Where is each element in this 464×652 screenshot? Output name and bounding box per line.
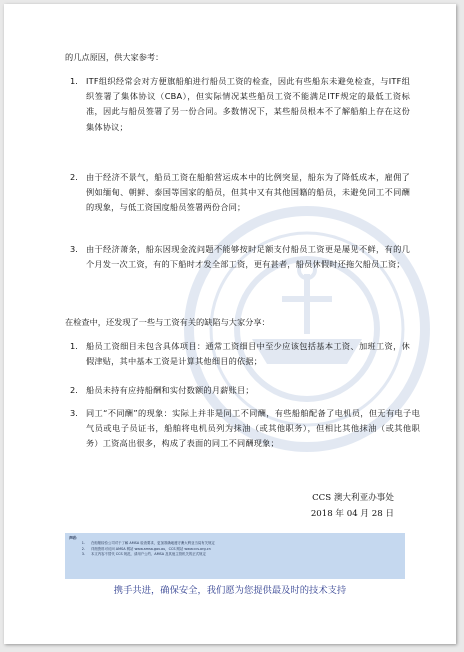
- disclaimer-number: 1.: [81, 541, 85, 546]
- disclaimer-text: 详细资料可访问 AMSA 网站 www.amsa.gov.au，CCS 网站 www.ccs.org.cn: [91, 546, 211, 551]
- disclaimer-box: [65, 533, 405, 579]
- reason-item-2: [70, 170, 410, 216]
- finding-number: 2.: [70, 385, 78, 395]
- disclaimer-item: [65, 552, 405, 557]
- disclaimer-number: 2.: [81, 546, 85, 551]
- finding-number: 1.: [70, 341, 78, 351]
- signature-office: CCS 澳大利亚办事处: [312, 493, 394, 503]
- reason-item-3: [70, 242, 410, 272]
- footer-slogan: 携手共进，确保安全，我们愿为您提供最及时的技术支持: [113, 585, 347, 596]
- finding-number: 3.: [70, 408, 78, 418]
- findings-intro: 在检查中，还发现了一些与工资有关的缺陷与大家分享：: [65, 317, 270, 327]
- finding-text: 船员工资细目未包含具体项目：通常工资细目中至少应该包括基本工资、加班工资，休假津贴，其中基本工资是计算其他细目的依据；: [86, 341, 410, 367]
- signature-date: 2018 年 04 月 28 日: [310, 509, 394, 519]
- finding-item-3: [70, 406, 420, 452]
- finding-item-2: [70, 383, 410, 398]
- reason-text: ITF组织经常会对方便旗船舶进行船员工资的检查，因此有些船东未避免检查，与ITF组织签署了集体协议（CBA），但实际情况某些船员工资不能满足ITF规定的最低工资标准，因此与船员签署了另一份合同。多数情况下，某些船员根本不了解船舶上存在这份集体协议；: [86, 76, 410, 132]
- disclaimer-text: 在船舶检验公司对于了解 AMSA 检查要求，更加准确地遵守澳大利亚当局有关规定: [91, 541, 215, 546]
- disclaimer-text: 本文内容不替代 CCS 规范，请用户公约、AMSA 及其他主管机关的正式规定: [91, 551, 206, 556]
- reason-item-1: [70, 74, 410, 135]
- intro-line: 的几点原因，供大家参考：: [65, 52, 164, 62]
- reason-number: 2.: [70, 172, 78, 182]
- reason-number: 1.: [70, 76, 78, 86]
- reason-text: 由于经济萧条，船东因现金流问题不能够按时足额支付船员工资更是屡见不鲜，有的几个月发一次工资，有的下船时才发全部工资，更有甚者，船员休假时还拖欠船员工资；: [86, 244, 410, 270]
- reason-number: 3.: [70, 244, 78, 254]
- finding-text: 船员未持有应持船酬和实付数额的月薪账目；: [86, 385, 254, 395]
- document-page: [4, 4, 456, 644]
- finding-text: 同工“不同酬”的现象：实际上并非是同工不同酬，有些船舶配备了电机员，但无有电子电气员或电子员证书，船舶将电机员列为抹油（或其他职务），但相比其他抹油（或其他职务）工资高出很多，构成了表面的同工不同酬现象；: [86, 408, 420, 449]
- reason-text: 由于经济不景气，船员工资在船舶营运成本中的比例突显，船东为了降低成本，雇佣了例如缅甸、朝鲜、泰国等国家的船员，但其中又有其他国籍的船员，未避免同工不同酬的现象，与低工资国度船员签署两份合同；: [86, 172, 410, 213]
- disclaimer-heading: 声明：: [69, 536, 80, 540]
- disclaimer-number: 3.: [81, 551, 85, 556]
- finding-item-1: [70, 339, 410, 369]
